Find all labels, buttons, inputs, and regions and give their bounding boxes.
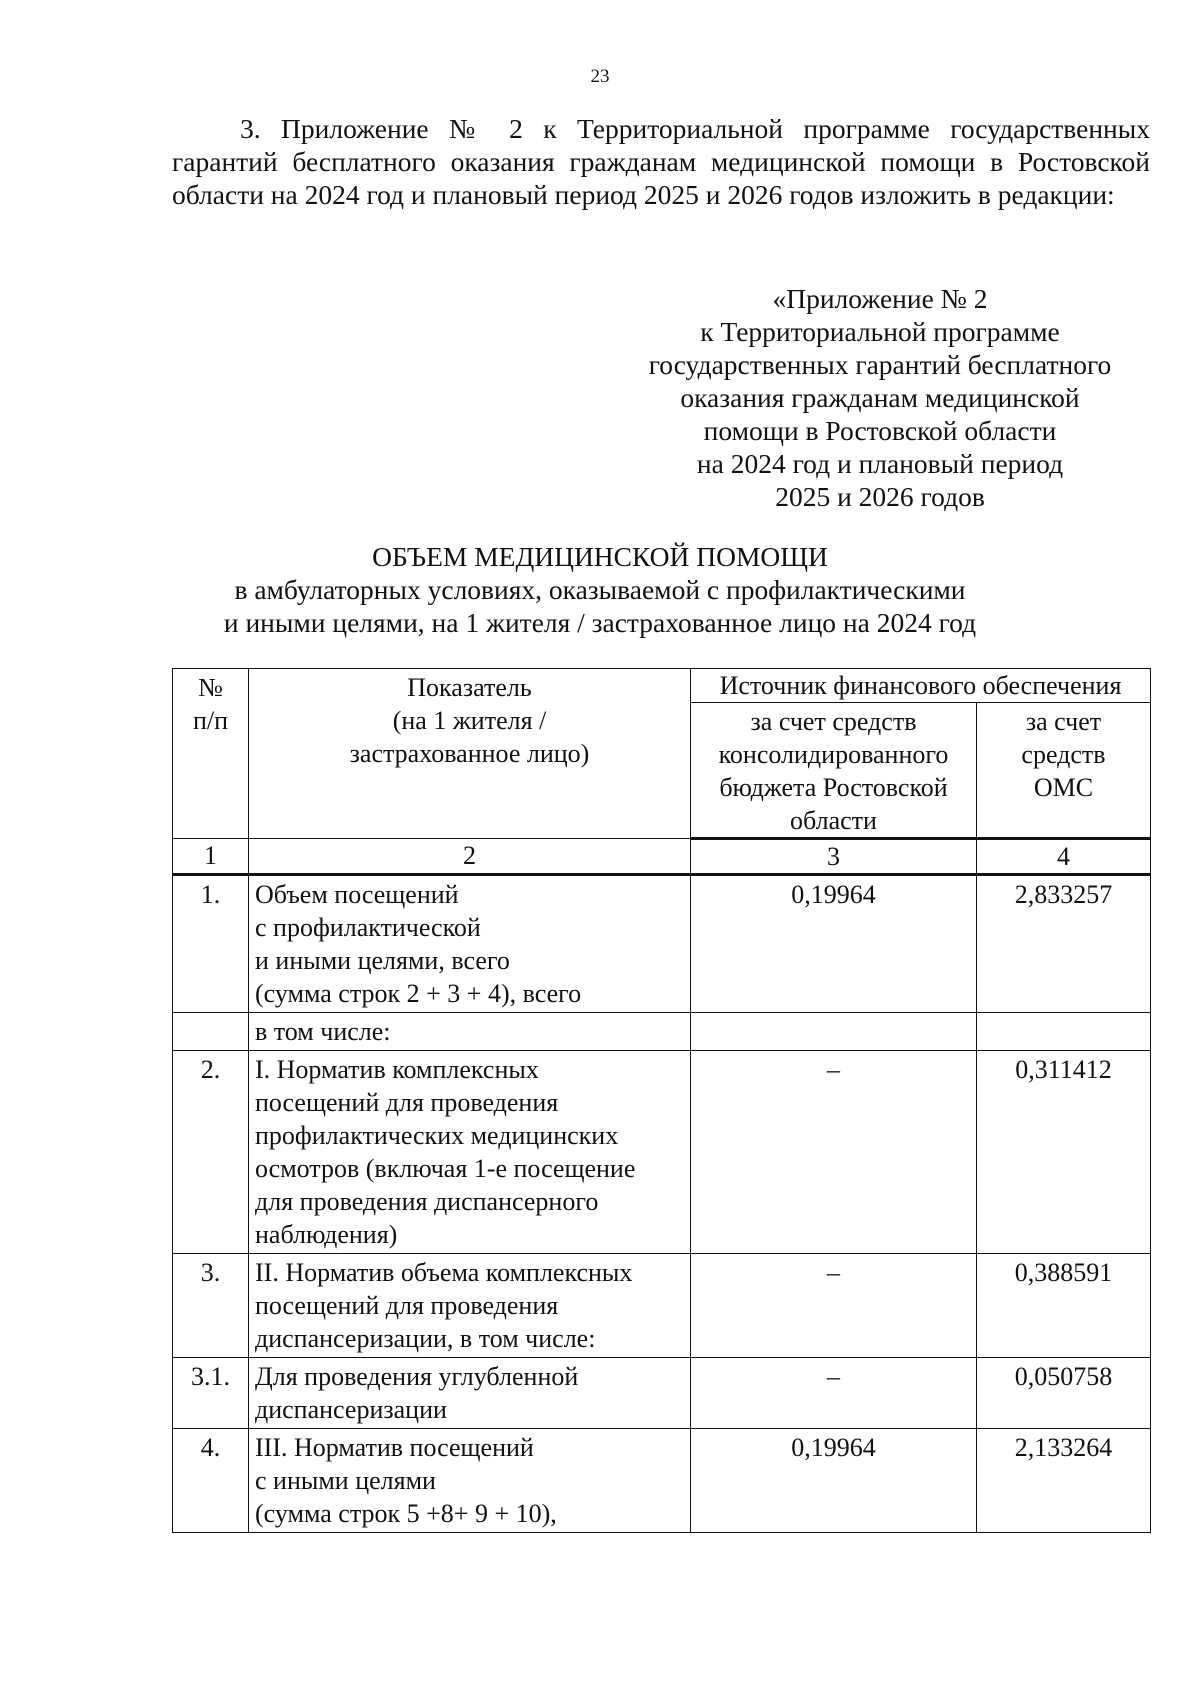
title-subheading: и иными целями, на 1 жителя / застрахованное лицо на 2024 год — [223, 607, 977, 638]
appendix-caption-line: к Территориальной программе — [700, 316, 1060, 347]
header-source-group: Источник финансового обеспечения — [691, 669, 1151, 703]
title-subheading: в амбулаторных условиях, оказываемой с профилактическими — [234, 574, 966, 605]
row-number: 2. — [173, 1051, 249, 1254]
appendix-caption — [600, 282, 1160, 513]
intro-paragraph: 3. Приложение № 2 к Территориальной программе государственных гарантий бесплатного оказания гражданам медицинской помощи в Ростовской области на 2024 год и плановый период 2025 и 2026 годов изложить в редакции: — [172, 113, 1150, 210]
row-oms-value: 0,311412 — [977, 1051, 1151, 1254]
row-indicator: I. Норматив комплексных посещений для проведения профилактических медицинских осмотров (включая 1-е посещение для проведения диспансерного наблюдения) — [249, 1051, 691, 1254]
column-number: 4 — [977, 839, 1151, 875]
row-budget-value: – — [691, 1254, 977, 1358]
row-budget-value: – — [691, 1051, 977, 1254]
table-row — [173, 1358, 1151, 1429]
header-budget: за счет средств консолидированного бюджета Ростовской области — [691, 703, 977, 839]
row-number: 4. — [173, 1429, 249, 1533]
appendix-caption-line: 2025 и 2026 годов — [775, 481, 985, 512]
column-number: 2 — [249, 839, 691, 875]
row-indicator: III. Норматив посещений с иными целями (сумма строк 5 +8+ 9 + 10), — [249, 1429, 691, 1533]
row-oms-value: 2,833257 — [977, 875, 1151, 1013]
row-budget-value — [691, 1013, 977, 1051]
row-number: 3. — [173, 1254, 249, 1358]
row-oms-value: 0,050758 — [977, 1358, 1151, 1429]
column-number: 1 — [173, 839, 249, 875]
row-number: 3.1. — [173, 1358, 249, 1429]
appendix-caption-line: оказания гражданам медицинской — [680, 382, 1080, 413]
row-budget-value: – — [691, 1358, 977, 1429]
appendix-caption-line: помощи в Ростовской области — [703, 415, 1057, 446]
table-row — [173, 1051, 1151, 1254]
appendix-caption-line: на 2024 год и плановый период — [696, 448, 1064, 479]
row-indicator: в том числе: — [249, 1013, 691, 1051]
row-indicator: Объем посещений с профилактической и иными целями, всего (сумма строк 2 + 3 + 4), всего — [249, 875, 691, 1013]
title-heading: ОБЪЕМ МЕДИЦИНСКОЙ ПОМОЩИ — [372, 541, 828, 572]
table-row — [173, 875, 1151, 1013]
page-number: 23 — [590, 66, 610, 87]
table-row — [173, 1254, 1151, 1358]
row-indicator: II. Норматив объема комплексных посещений для проведения диспансеризации, в том числе: — [249, 1254, 691, 1358]
row-oms-value — [977, 1013, 1151, 1051]
table-row — [173, 1429, 1151, 1533]
row-number — [173, 1013, 249, 1051]
row-oms-value: 2,133264 — [977, 1429, 1151, 1533]
header-num: № п/п — [173, 669, 249, 839]
document-title — [0, 540, 1200, 639]
row-number: 1. — [173, 875, 249, 1013]
appendix-caption-line: государственных гарантий бесплатного — [648, 349, 1112, 380]
volume-table — [172, 668, 1151, 1533]
row-oms-value: 0,388591 — [977, 1254, 1151, 1358]
header-indicator: Показатель (на 1 жителя / застрахованное лицо) — [249, 669, 691, 839]
appendix-caption-line: «Приложение № 2 — [772, 283, 988, 314]
column-number: 3 — [691, 839, 977, 875]
table-row — [173, 1013, 1151, 1051]
column-number-row — [173, 839, 1151, 875]
row-budget-value: 0,19964 — [691, 1429, 977, 1533]
row-budget-value: 0,19964 — [691, 875, 977, 1013]
row-indicator: Для проведения углубленной диспансеризации — [249, 1358, 691, 1429]
header-oms: за счет средств ОМС — [977, 703, 1151, 839]
